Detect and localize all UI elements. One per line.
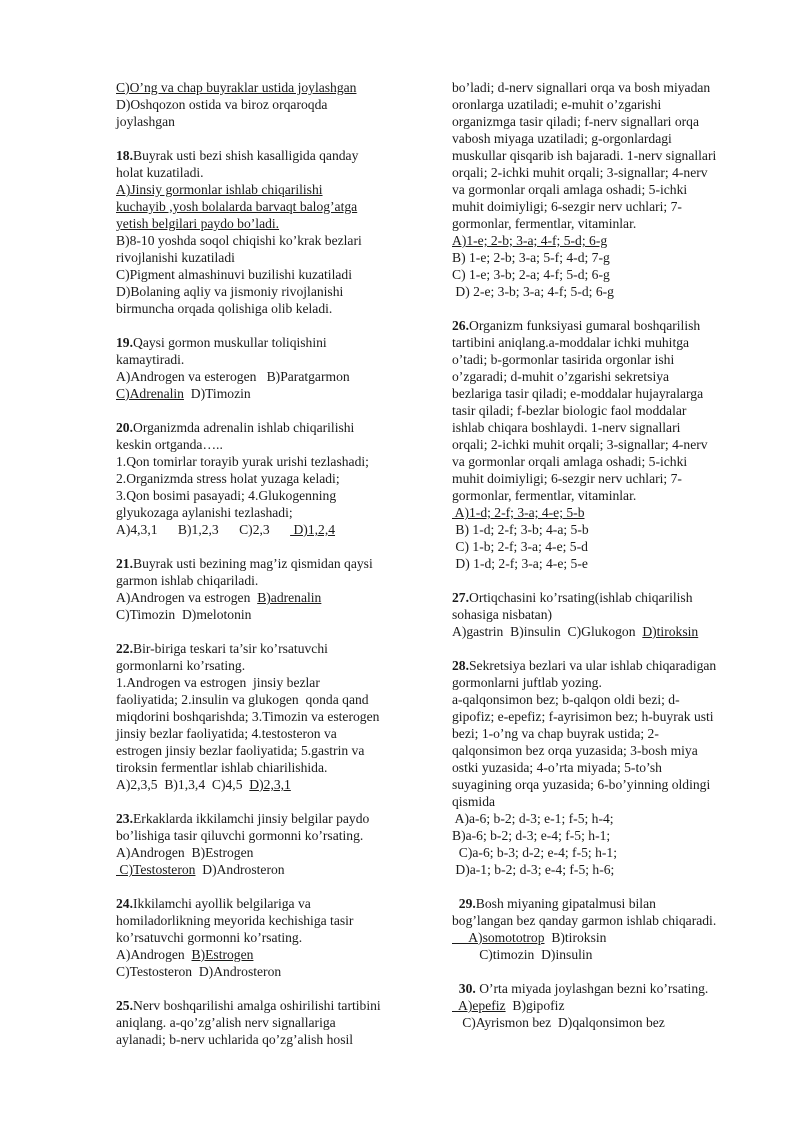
blank-line	[116, 402, 416, 419]
line-text: B) 1-d; 2-f; 3-b; 4-a; 5-b	[452, 522, 589, 537]
line-text: keskin ortganda…..	[116, 437, 223, 452]
line-text: C) 1-b; 2-f; 3-a; 4-e; 5-d	[452, 539, 588, 554]
line-text: suyagining orqa yuzasida; 6-bo’yinning oldingi	[452, 777, 711, 792]
correct-answer: D)2,3,1	[249, 777, 291, 792]
line-text: Organizmda adrenalin ishlab chiqarilishi	[133, 420, 355, 435]
text-line	[116, 946, 416, 963]
question-number: 21.	[116, 556, 133, 571]
line-text: miqdorini boshqarishda; 3.Timozin va esterogen	[116, 709, 380, 724]
text-line	[452, 96, 752, 113]
line-text: C)Pigment almashinuvi buzilishi kuzatiladi	[116, 267, 352, 282]
text-line	[452, 708, 752, 725]
text-line	[452, 164, 752, 181]
text-line	[452, 147, 752, 164]
question-heading	[452, 895, 752, 912]
text-line	[116, 470, 416, 487]
question-heading	[116, 334, 416, 351]
line-text: gormonlarni ko’rsating.	[116, 658, 246, 673]
text-line	[116, 589, 416, 606]
line-text: tartibini aniqlang.a-moddalar ichki muhitga	[452, 335, 690, 350]
question-heading	[116, 895, 416, 912]
text-line	[452, 402, 752, 419]
line-text: estrogen jinsiy bezlar faoliyatida; 5.gastrin va	[116, 743, 365, 758]
line-text: Buyrak usti bezi shish kasalligida qanday	[133, 148, 359, 163]
line-text: B)gipofiz	[505, 998, 565, 1013]
line-text: rivojlanishi kuzatiladi	[116, 250, 235, 265]
line-text: oronlarga uzatiladi; e-muhit o’zgarishi	[452, 97, 662, 112]
text-line	[452, 504, 752, 521]
line-text: Bir-biriga teskari ta’sir ko’rsatuvchi	[133, 641, 328, 656]
text-line	[116, 725, 416, 742]
text-line	[116, 249, 416, 266]
question-heading	[452, 317, 752, 334]
text-line	[452, 1014, 752, 1031]
text-line	[116, 912, 416, 929]
text-line	[116, 827, 416, 844]
line-text: tasir qiladi; f-bezlar biologic faol moddalar	[452, 403, 687, 418]
line-text: C) 1-e; 3-b; 2-a; 4-f; 5-d; 6-g	[452, 267, 610, 282]
blank-line	[116, 980, 416, 997]
text-line	[452, 674, 752, 691]
text-line	[452, 351, 752, 368]
line-text: vabosh miyaga uzatiladi; g-orgonlardagi	[452, 131, 672, 146]
text-line	[116, 963, 416, 980]
line-text: D)a-1; b-2; d-3; e-4; f-5; h-6;	[452, 862, 615, 877]
text-line	[452, 521, 752, 538]
question-number: 28.	[452, 658, 469, 673]
question-heading	[116, 997, 416, 1014]
text-line	[452, 436, 752, 453]
text-line	[452, 453, 752, 470]
blank-line	[452, 878, 752, 895]
line-text: bezlariga tasir qiladi; e-moddalar hujayralarga	[452, 386, 704, 401]
text-line	[452, 725, 752, 742]
text-line	[116, 606, 416, 623]
line-text: C)timozin D)insulin	[452, 947, 593, 962]
line-text: A)2,3,5 B)1,3,4 C)4,5	[116, 777, 250, 792]
text-line	[116, 164, 416, 181]
question-number: 22.	[116, 641, 133, 656]
line-text: Ikkilamchi ayollik belgilariga va	[133, 896, 311, 911]
line-text: muhit doimiyligi; 6-sezgir nerv uchlari; 7-	[452, 471, 682, 486]
text-line	[452, 793, 752, 810]
text-line	[452, 759, 752, 776]
text-line	[116, 844, 416, 861]
question-number: 24.	[116, 896, 133, 911]
question-number: 23.	[116, 811, 133, 826]
text-line	[452, 929, 752, 946]
text-line	[452, 538, 752, 555]
text-line	[116, 504, 416, 521]
text-line	[452, 419, 752, 436]
line-text: A)Androgen B)Estrogen	[116, 845, 254, 860]
line-text: ishlab chiqara boshlaydi. 1-nerv signallari	[452, 420, 681, 435]
line-text: gormonlar, fermentlar, vitaminlar.	[452, 216, 637, 231]
line-text: orqali; 2-ichki muhit orqali; 3-signallar; 4-nerv	[452, 437, 708, 452]
text-line	[116, 79, 416, 96]
line-text: gormonlarni juftlab yozing.	[452, 675, 602, 690]
text-line	[116, 572, 416, 589]
question-heading	[452, 980, 752, 997]
line-text: aylanadi; b-nerv uchlarida qo’zg’alish hosil	[116, 1032, 354, 1047]
correct-answer: A)1-e; 2-b; 3-a; 4-f; 5-d; 6-g	[452, 233, 608, 248]
line-text: gipofiz; e-epefiz; f-ayrisimon bez; h-buyrak usti	[452, 709, 714, 724]
text-line	[452, 487, 752, 504]
text-line	[116, 351, 416, 368]
line-text: B) 1-e; 2-b; 3-a; 5-f; 4-d; 7-g	[452, 250, 610, 265]
text-line	[452, 623, 752, 640]
question-heading	[452, 589, 752, 606]
text-line	[116, 181, 416, 198]
question-number: 27.	[452, 590, 469, 605]
text-line	[452, 827, 752, 844]
line-text: Buyrak usti bezining mag’iz qismidan qaysi	[133, 556, 373, 571]
line-text: garmon ishlab chiqariladi.	[116, 573, 259, 588]
question-heading	[116, 555, 416, 572]
text-line	[452, 997, 752, 1014]
line-text: o’zgaradi; d-muhit o’zgarishi sekretsiya	[452, 369, 670, 384]
line-text: bog’langan bez qanday garmon ishlab chiqaradi.	[452, 913, 717, 928]
line-text: Bosh miyaning gipatalmusi bilan	[475, 896, 656, 911]
line-text: tiroksin fermentlar ishlab chiarilishida.	[116, 760, 328, 775]
line-text: bo’lishiga tasir qiluvchi gormonni ko’rsating.	[116, 828, 364, 843]
text-line	[116, 742, 416, 759]
correct-answer: yetish belgilari paydo bo’ladi.	[116, 216, 280, 231]
text-line	[452, 810, 752, 827]
text-line	[452, 130, 752, 147]
question-number: 30.	[452, 981, 480, 996]
text-line	[116, 759, 416, 776]
line-text: va gormonlar orqali amlaga oshadi; 5-ichki	[452, 182, 688, 197]
correct-answer: A)1-d; 2-f; 3-a; 4-e; 5-b	[452, 505, 585, 520]
text-line	[452, 385, 752, 402]
left-column	[116, 79, 416, 1048]
text-line	[116, 708, 416, 725]
correct-answer: A)Jinsiy gormonlar ishlab chiqarilishi	[116, 182, 323, 197]
line-text: qalqonsimon bez orqa yuzasida; 3-bosh miya	[452, 743, 698, 758]
text-line	[452, 742, 752, 759]
text-line	[116, 385, 416, 402]
line-text: Sekretsiya bezlari va ular ishlab chiqaradigan	[469, 658, 717, 673]
text-line	[116, 283, 416, 300]
correct-answer: A)somototrop	[452, 930, 545, 945]
line-text: jinsiy bezlar faoliyatida; 4.testosteron va	[116, 726, 337, 741]
line-text: D)Androsteron	[195, 862, 285, 877]
correct-answer: C)Testosteron	[116, 862, 196, 877]
blank-line	[452, 640, 752, 657]
text-line	[452, 470, 752, 487]
line-text: qismida	[452, 794, 496, 809]
question-number: 19.	[116, 335, 133, 350]
blank-line	[452, 300, 752, 317]
line-text: ko’rsatuvchi gormonni ko’rsating.	[116, 930, 303, 945]
text-line	[116, 861, 416, 878]
question-number: 20.	[116, 420, 133, 435]
blank-line	[116, 317, 416, 334]
line-text: A)4,3,1 B)1,2,3 C)2,3	[116, 522, 291, 537]
line-text: D)Oshqozon ostida va biroz orqaroqda	[116, 97, 328, 112]
text-line	[116, 96, 416, 113]
line-text: A)Androgen va esterogen B)Paratgarmon	[116, 369, 350, 384]
text-line	[116, 368, 416, 385]
line-text: holat kuzatiladi.	[116, 165, 204, 180]
blank-line	[452, 572, 752, 589]
line-text: A)Androgen va estrogen	[116, 590, 258, 605]
question-number: 18.	[116, 148, 133, 163]
question-number: 29.	[452, 896, 476, 911]
line-text: D) 2-e; 3-b; 3-a; 4-f; 5-d; 6-g	[452, 284, 614, 299]
text-line	[116, 657, 416, 674]
blank-line	[452, 963, 752, 980]
line-text: joylashgan	[116, 114, 175, 129]
blank-line	[116, 130, 416, 147]
question-number: 25.	[116, 998, 133, 1013]
text-line	[452, 79, 752, 96]
question-heading	[116, 810, 416, 827]
blank-line	[116, 623, 416, 640]
text-line	[116, 929, 416, 946]
text-line	[116, 113, 416, 130]
line-text: orqali; 2-ichki muhit orqali; 3-signallar; 4-nerv	[452, 165, 708, 180]
text-line	[452, 861, 752, 878]
text-line	[116, 1014, 416, 1031]
line-text: D)Timozin	[183, 386, 251, 401]
text-line	[116, 487, 416, 504]
line-text: birmuncha orqada qolishiga olib keladi.	[116, 301, 333, 316]
text-line	[116, 215, 416, 232]
line-text: Organizm funksiyasi gumaral boshqarilish	[469, 318, 701, 333]
text-line	[452, 368, 752, 385]
line-text: Erkaklarda ikkilamchi jinsiy belgilar paydo	[133, 811, 370, 826]
text-line	[452, 266, 752, 283]
text-line	[452, 181, 752, 198]
text-line	[452, 232, 752, 249]
text-line	[452, 606, 752, 623]
text-line	[452, 555, 752, 572]
line-text: muhit doimiyligi; 6-sezgir nerv uchlari; 7-	[452, 199, 682, 214]
right-column	[452, 79, 752, 1031]
blank-line	[116, 878, 416, 895]
text-line	[452, 691, 752, 708]
line-text: sohasiga nisbatan)	[452, 607, 553, 622]
line-text: O’rta miyada joylashgan bezni ko’rsating.	[479, 981, 709, 996]
line-text: faoliyatida; 2.insulin va glukogen qonda qand	[116, 692, 369, 707]
correct-answer: C)Adrenalin	[116, 386, 184, 401]
text-line	[116, 266, 416, 283]
question-heading	[116, 147, 416, 164]
blank-line	[116, 793, 416, 810]
line-text: C)Ayrismon bez D)qalqonsimon bez	[452, 1015, 665, 1030]
line-text: C)Timozin D)melotonin	[116, 607, 252, 622]
question-heading	[116, 419, 416, 436]
text-line	[452, 912, 752, 929]
correct-answer: C)O’ng va chap buyraklar ustida joylashgan	[116, 80, 357, 95]
correct-answer: D)tiroksin	[642, 624, 699, 639]
text-line	[452, 215, 752, 232]
line-text: o’tadi; b-gormonlar tasirida orgonlar ishi	[452, 352, 675, 367]
line-text: muskullar qisqarib ish bajaradi. 1-nerv signallari	[452, 148, 717, 163]
text-line	[116, 521, 416, 538]
blank-line	[116, 538, 416, 555]
text-line	[116, 453, 416, 470]
text-line	[452, 198, 752, 215]
line-text: aniqlang. a-qo’zg’alish nerv signallariga	[116, 1015, 336, 1030]
line-text: bezi; 1-o’ng va chap buyrak ustida; 2-	[452, 726, 659, 741]
text-line	[116, 300, 416, 317]
correct-answer: kuchayib ,yosh bolalarda barvaqt balog’atga	[116, 199, 358, 214]
text-line	[116, 691, 416, 708]
correct-answer: B)adrenalin	[257, 590, 322, 605]
text-line	[452, 844, 752, 861]
text-line	[116, 198, 416, 215]
line-text: A)a-6; b-2; d-3; e-1; f-5; h-4;	[452, 811, 614, 826]
line-text: 1.Qon tomirlar torayib yurak urishi tezlashadi;	[116, 454, 369, 469]
text-line	[452, 776, 752, 793]
question-heading	[452, 657, 752, 674]
line-text: 2.Organizmda stress holat yuzaga keladi;	[116, 471, 340, 486]
text-line	[116, 1031, 416, 1048]
line-text: a-qalqonsimon bez; b-qalqon oldi bezi; d-	[452, 692, 680, 707]
line-text: 3.Qon bosimi pasayadi; 4.Glukogenning	[116, 488, 337, 503]
correct-answer: D)1,2,4	[290, 522, 336, 537]
correct-answer: B)Estrogen	[191, 947, 254, 962]
text-line	[452, 113, 752, 130]
line-text: B)tiroksin	[544, 930, 607, 945]
line-text: homiladorlikning meyorida kechishiga tasir	[116, 913, 354, 928]
text-line	[116, 232, 416, 249]
line-text: va gormonlar orqali amlaga oshadi; 5-ichki	[452, 454, 688, 469]
line-text: A)Androgen	[116, 947, 192, 962]
line-text: Ortiqchasini ko’rsating(ishlab chiqarilish	[469, 590, 693, 605]
correct-answer: A)epefiz	[452, 998, 506, 1013]
question-number: 26.	[452, 318, 469, 333]
text-line	[116, 436, 416, 453]
text-line	[452, 334, 752, 351]
text-line	[116, 674, 416, 691]
line-text: glyukozaga aylanishi tezlashadi;	[116, 505, 293, 520]
line-text: bo’ladi; d-nerv signallari orqa va bosh miyadan	[452, 80, 711, 95]
line-text: kamaytiradi.	[116, 352, 185, 367]
line-text: D)Bolaning aqliy va jismoniy rivojlanishi	[116, 284, 344, 299]
line-text: Nerv boshqarilishi amalga oshirilishi tartibini	[133, 998, 381, 1013]
text-line	[452, 249, 752, 266]
line-text: A)gastrin B)insulin C)Glukogon	[452, 624, 643, 639]
question-heading	[116, 640, 416, 657]
line-text: organizmga tasir qiladi; f-nerv signallari orqa	[452, 114, 699, 129]
line-text: 1.Androgen va estrogen jinsiy bezlar	[116, 675, 320, 690]
text-line	[116, 776, 416, 793]
text-line	[452, 946, 752, 963]
line-text: B)a-6; b-2; d-3; e-4; f-5; h-1;	[452, 828, 611, 843]
line-text: gormonlar, fermentlar, vitaminlar.	[452, 488, 637, 503]
line-text: D) 1-d; 2-f; 3-a; 4-e; 5-e	[452, 556, 588, 571]
line-text: C)Testosteron D)Androsteron	[116, 964, 282, 979]
text-line	[452, 283, 752, 300]
line-text: B)8-10 yoshda soqol chiqishi ko’krak bezlari	[116, 233, 362, 248]
line-text: C)a-6; b-3; d-2; e-4; f-5; h-1;	[452, 845, 617, 860]
line-text: Qaysi gormon muskullar toliqishini	[133, 335, 327, 350]
line-text: ostki yuzasida; 4-o’rta miyada; 5-to’sh	[452, 760, 662, 775]
